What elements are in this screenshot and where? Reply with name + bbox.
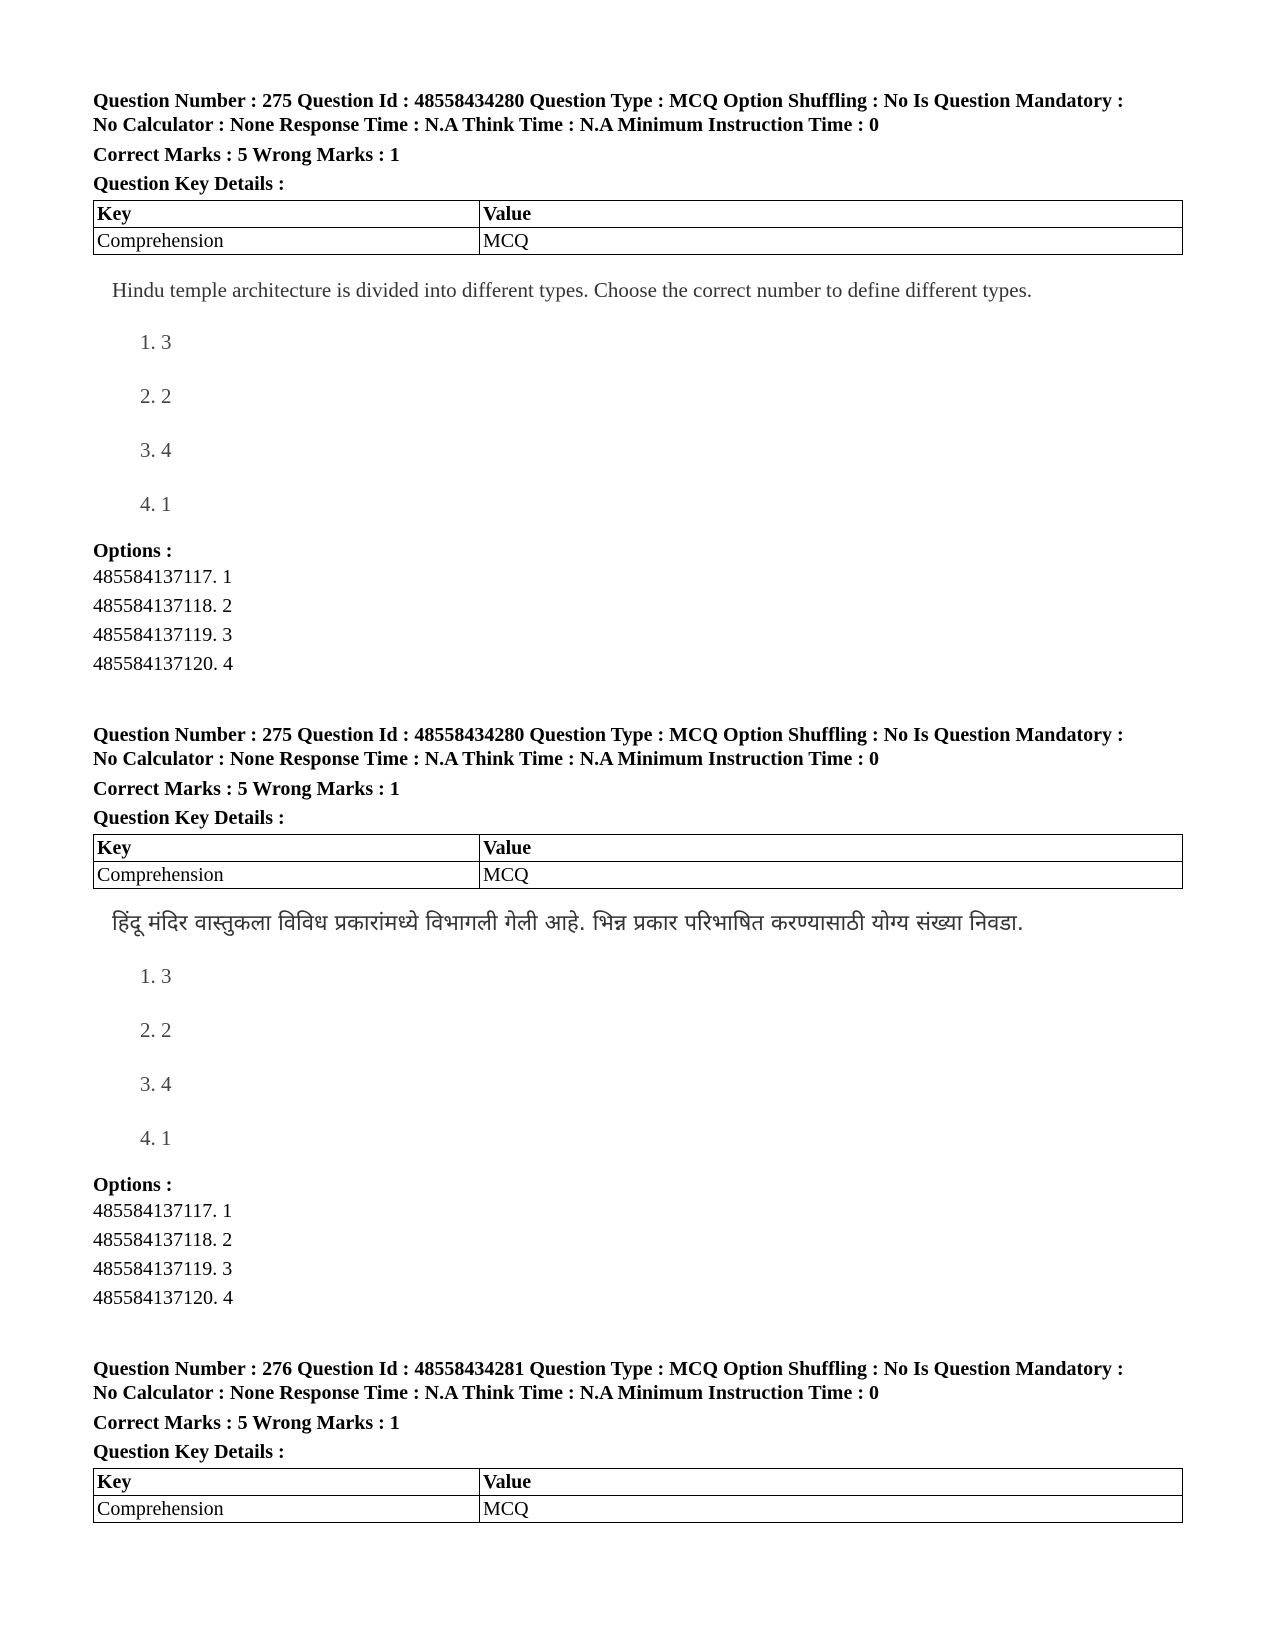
table-header-value: Value bbox=[480, 835, 1183, 862]
section-spacer bbox=[93, 679, 1183, 723]
section-spacer bbox=[93, 1313, 1183, 1357]
option-item: 485584137119. 3 bbox=[93, 624, 233, 646]
table-header-value: Value bbox=[480, 201, 1183, 228]
key-details-label: Question Key Details : bbox=[93, 173, 285, 195]
table-cell-key: Comprehension bbox=[94, 228, 480, 255]
table-header-row bbox=[94, 201, 1183, 228]
options-label: Options : bbox=[93, 540, 173, 562]
choice-item: 1. 3 bbox=[140, 964, 172, 988]
table-cell-value: MCQ bbox=[480, 1496, 1183, 1523]
option-item: 485584137120. 4 bbox=[93, 653, 233, 675]
choice-item: 4. 1 bbox=[140, 492, 172, 516]
question-header-line1: Question Number : 275 Question Id : 48558434280 Question Type : MCQ Option Shuffling : No Is Question Mandatory : bbox=[93, 724, 1124, 746]
marks-line: Correct Marks : 5 Wrong Marks : 1 bbox=[93, 1412, 400, 1434]
question-block bbox=[93, 723, 1183, 1313]
question-header-line1: Question Number : 275 Question Id : 48558434280 Question Type : MCQ Option Shuffling : No Is Question Mandatory : bbox=[93, 90, 1124, 112]
option-item: 485584137117. 1 bbox=[93, 1200, 233, 1222]
table-header-value: Value bbox=[480, 1469, 1183, 1496]
choice-item: 3. 4 bbox=[140, 438, 172, 462]
option-item: 485584137119. 3 bbox=[93, 1258, 233, 1280]
choice-item: 4. 1 bbox=[140, 1126, 172, 1150]
key-details-table bbox=[93, 834, 1183, 889]
option-item: 485584137117. 1 bbox=[93, 566, 233, 588]
options-label: Options : bbox=[93, 1174, 173, 1196]
document-page bbox=[93, 89, 1183, 1523]
table-row bbox=[94, 862, 1183, 889]
option-item: 485584137118. 2 bbox=[93, 1229, 233, 1251]
key-details-table bbox=[93, 1468, 1183, 1523]
question-header-line2: No Calculator : None Response Time : N.A Think Time : N.A Minimum Instruction Time : 0 bbox=[93, 1382, 879, 1404]
table-cell-key: Comprehension bbox=[94, 1496, 480, 1523]
question-header-line1: Question Number : 276 Question Id : 48558434281 Question Type : MCQ Option Shuffling : No Is Question Mandatory : bbox=[93, 1358, 1124, 1380]
key-details-table bbox=[93, 200, 1183, 255]
question-block bbox=[93, 1357, 1183, 1523]
table-cell-value: MCQ bbox=[480, 862, 1183, 889]
key-details-label: Question Key Details : bbox=[93, 807, 285, 829]
table-header-row bbox=[94, 835, 1183, 862]
choice-list bbox=[93, 963, 1183, 1179]
table-header-key: Key bbox=[94, 201, 480, 228]
option-item: 485584137118. 2 bbox=[93, 595, 233, 617]
table-header-key: Key bbox=[94, 1469, 480, 1496]
table-row bbox=[94, 1496, 1183, 1523]
marks-line: Correct Marks : 5 Wrong Marks : 1 bbox=[93, 144, 400, 166]
question-text: हिंदू मंदिर वास्तुकला विविध प्रकारांमध्ये विभागली गेली आहे. भिन्न प्रकार परिभाषित करण्यासाठी योग्य संख्या निवडा. bbox=[112, 911, 1024, 936]
question-header-line2: No Calculator : None Response Time : N.A Think Time : N.A Minimum Instruction Time : 0 bbox=[93, 748, 879, 770]
question-text: Hindu temple architecture is divided into different types. Choose the correct number to define different types. bbox=[112, 278, 1033, 302]
choice-item: 3. 4 bbox=[140, 1072, 172, 1096]
choice-item: 1. 3 bbox=[140, 330, 172, 354]
table-header-row bbox=[94, 1469, 1183, 1496]
choice-item: 2. 2 bbox=[140, 1018, 172, 1042]
table-row bbox=[94, 228, 1183, 255]
table-cell-key: Comprehension bbox=[94, 862, 480, 889]
key-details-label: Question Key Details : bbox=[93, 1441, 285, 1463]
table-header-key: Key bbox=[94, 835, 480, 862]
question-block bbox=[93, 89, 1183, 679]
marks-line: Correct Marks : 5 Wrong Marks : 1 bbox=[93, 778, 400, 800]
table-cell-value: MCQ bbox=[480, 228, 1183, 255]
option-item: 485584137120. 4 bbox=[93, 1287, 233, 1309]
choice-list bbox=[93, 329, 1183, 545]
choice-item: 2. 2 bbox=[140, 384, 172, 408]
question-header-line2: No Calculator : None Response Time : N.A Think Time : N.A Minimum Instruction Time : 0 bbox=[93, 114, 879, 136]
